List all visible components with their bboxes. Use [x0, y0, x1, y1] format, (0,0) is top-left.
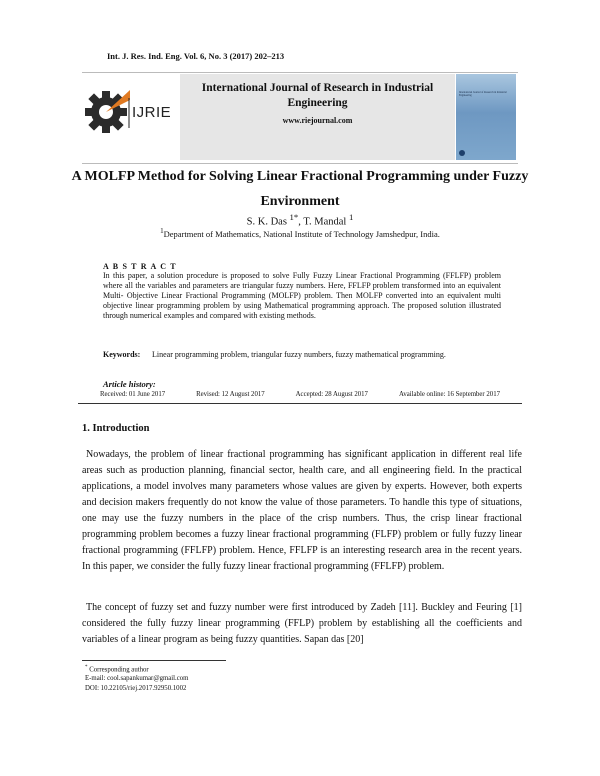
- keywords-label: [103, 350, 140, 359]
- journal-cover-image: [456, 74, 516, 160]
- journal-logo: [84, 84, 179, 140]
- keywords-colon: :: [137, 350, 141, 359]
- paper-title: A MOLFP Method for Solving Linear Fractional Programming under Fuzzy Environment: [71, 169, 529, 209]
- footnote-corresponding: [85, 665, 149, 673]
- article-history-dates: [100, 391, 500, 398]
- section-heading: 1. Introduction: [82, 423, 150, 434]
- author-affiliation-mark: 1*: [289, 212, 299, 222]
- logo-text: IJRIE: [132, 104, 172, 121]
- body-paragraph: The concept of fuzzy set and fuzzy number were first introduced by Zadeh [11]. Buckley and Feuring [1] considered the fully fuzzy linear programming (FFLP) problem by establishing all the coefficients and variables of a linear program as being fuzzy quantities. Sapan das [20]: [82, 602, 522, 645]
- abstract-text: In this paper, a solution procedure is proposed to solve Fully Fuzzy Linear Fractional Programming (FFLFP) problem where all the variables and parameters are triangular fuzzy numbers. Here, FFLFP problem transformed into an equivalent Multi- Objective Linear Fractional Programming (MOLFP) problem. Then MOLFP converted into an equivalent multi objective linear programming problem by using Mathematical programming approach. The proposed solution illustrated through numerical examples and compared with existing methods.: [103, 271, 501, 320]
- footnote-email: E-mail: cool.sapankumar@gmail.com: [85, 675, 189, 682]
- author-line: [60, 212, 540, 228]
- cover-title: International Journal of Research in Industrial Engineering: [459, 91, 507, 98]
- journal-title-panel: [180, 74, 455, 160]
- journal-reference: Int. J. Res. Ind. Eng. Vol. 6, No. 3 (2017) 202–213: [107, 51, 285, 61]
- author-separator: ,: [298, 216, 304, 228]
- history-received: Received: 01 June 2017: [100, 391, 166, 398]
- affiliation-mark: 1: [160, 227, 164, 235]
- footnote-mark: *: [85, 665, 88, 670]
- body-paragraph: Nowadays, the problem of linear fractional programming has significant application in different real life areas such as production planning, financial sector, health care, and all engineering field. In the practical applications, a model involves many parameters whose values are given by experts. However, both experts and decision makers frequently do not know the value of those parameters. To handle this type of situations, one may use the fuzzy numbers in the place of the crisp numbers. Thus, the crisp linear fractional programming problem becomes a fuzzy linear fractional programming (FLFP) problem or fully fuzzy linear fractional programming (FFLFP) problem. Hence, FFLFP is an interesting research area in the recent years. In this paper, we consider the fully fuzzy linear fractional programming (FFLFP) problem.: [82, 449, 522, 572]
- footnote-corresponding-text: Corresponding author: [89, 666, 149, 674]
- footnote-doi: DOI: 10.22105/riej.2017.92950.1002: [85, 685, 187, 692]
- gear-icon: [84, 84, 134, 140]
- cover-badge-icon: [459, 150, 465, 156]
- section-divider: [78, 403, 522, 404]
- keywords-text: Linear programming problem, triangular fuzzy numbers, fuzzy mathematical programming.: [152, 350, 446, 359]
- history-online: Available online: 16 September 2017: [398, 391, 500, 398]
- footnote-divider: [82, 660, 226, 661]
- affiliation: [60, 227, 540, 239]
- abstract-heading: A B S T R A C T: [103, 262, 177, 271]
- author-name: S. K. Das: [246, 216, 287, 228]
- keywords-label-text: Keywords: [103, 350, 138, 359]
- history-revised: Revised: 12 August 2017: [196, 391, 265, 398]
- journal-title: International Journal of Research in Industrial Engineering: [201, 82, 434, 109]
- author-affiliation-mark: 1: [348, 212, 354, 222]
- author-name: T. Mandal: [303, 216, 347, 228]
- affiliation-text: Department of Mathematics, National Institute of Technology Jamshedpur, India.: [163, 228, 440, 239]
- article-history-heading: Article history:: [103, 379, 156, 389]
- journal-url: www.riejournal.com: [282, 116, 353, 125]
- history-accepted: Accepted: 28 August 2017: [295, 391, 368, 398]
